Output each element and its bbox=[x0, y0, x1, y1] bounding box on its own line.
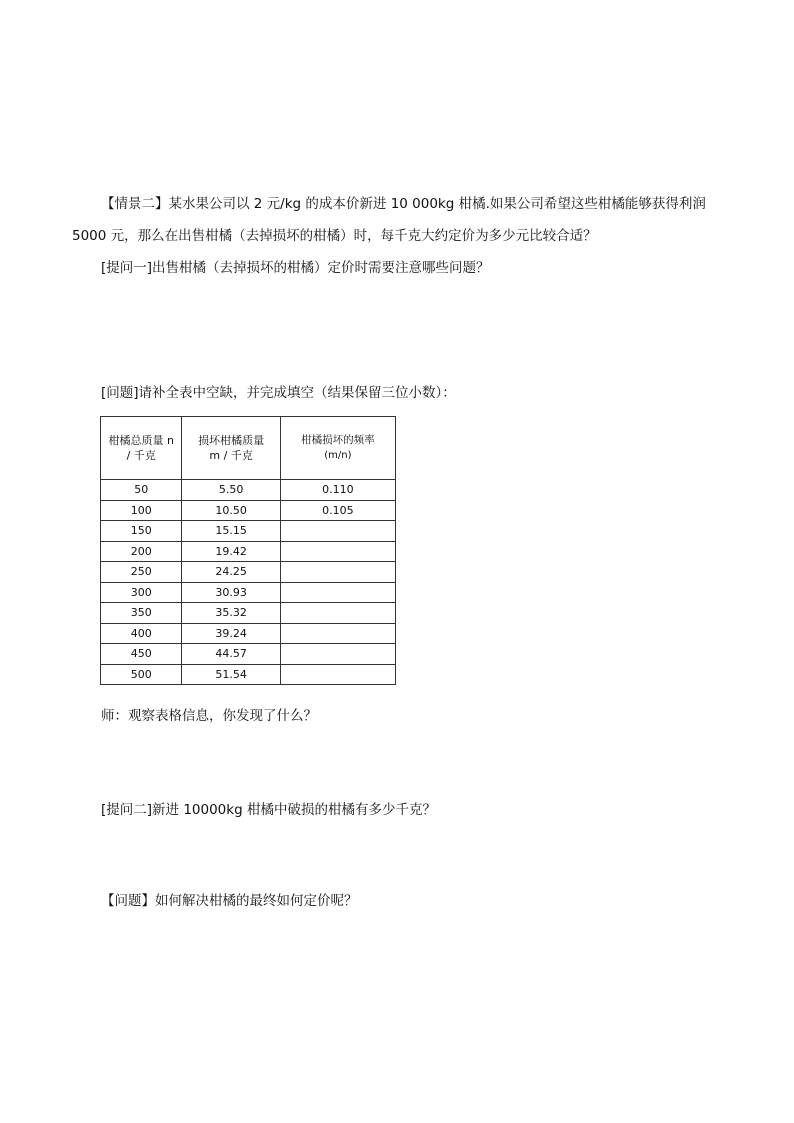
cell-total-mass: 150 bbox=[101, 521, 182, 542]
header-damaged-mass-line1: 损坏柑橘质量 bbox=[198, 434, 265, 447]
cell-frequency bbox=[280, 664, 395, 685]
header-damaged-mass bbox=[182, 417, 280, 480]
cell-total-mass: 350 bbox=[101, 603, 182, 624]
cell-frequency bbox=[280, 603, 395, 624]
cell-total-mass: 400 bbox=[101, 623, 182, 644]
table-row bbox=[101, 480, 396, 501]
final-question: 【问题】如何解决柑橘的最终如何定价呢？ bbox=[101, 893, 358, 909]
header-damage-frequency bbox=[280, 417, 395, 480]
table-row bbox=[101, 603, 396, 624]
table-row bbox=[101, 541, 396, 562]
table-row bbox=[101, 644, 396, 665]
header-total-mass bbox=[101, 417, 182, 480]
header-damage-frequency-line2: (m/n) bbox=[324, 450, 352, 461]
cell-damaged-mass: 44.57 bbox=[182, 644, 280, 665]
table-row bbox=[101, 521, 396, 542]
cell-damaged-mass: 5.50 bbox=[182, 480, 280, 501]
cell-total-mass: 300 bbox=[101, 582, 182, 603]
cell-frequency bbox=[280, 644, 395, 665]
cell-damaged-mass: 10.50 bbox=[182, 500, 280, 521]
question-two: [提问二]新进 10000kg 柑橘中破损的柑橘有多少千克？ bbox=[101, 802, 436, 818]
cell-damaged-mass: 15.15 bbox=[182, 521, 280, 542]
cell-frequency bbox=[280, 541, 395, 562]
cell-damaged-mass: 24.25 bbox=[182, 562, 280, 583]
table-row bbox=[101, 582, 396, 603]
question-one: [提问一]出售柑橘（去掉损坏的柑橘）定价时需要注意哪些问题？ bbox=[101, 260, 490, 276]
cell-frequency bbox=[280, 582, 395, 603]
table-row bbox=[101, 664, 396, 685]
table-row bbox=[101, 623, 396, 644]
cell-total-mass: 100 bbox=[101, 500, 182, 521]
table-row bbox=[101, 500, 396, 521]
header-total-mass-line1: 柑橘总质量 n bbox=[108, 434, 174, 447]
cell-frequency bbox=[280, 521, 395, 542]
cell-damaged-mass: 35.32 bbox=[182, 603, 280, 624]
header-damaged-mass-line2: m / 千克 bbox=[209, 449, 253, 462]
cell-total-mass: 450 bbox=[101, 644, 182, 665]
problem-instruction: [问题]请补全表中空缺，并完成填空（结果保留三位小数）： bbox=[101, 385, 456, 401]
cell-frequency: 0.110 bbox=[280, 480, 395, 501]
header-total-mass-line2: / 千克 bbox=[126, 449, 156, 462]
scenario-text-line1: 【情景二】某水果公司以 2 元/kg 的成本价新进 10 000kg 柑橘.如果公司希望这些柑橘能够获得利润 bbox=[101, 196, 706, 212]
cell-damaged-mass: 51.54 bbox=[182, 664, 280, 685]
cell-damaged-mass: 30.93 bbox=[182, 582, 280, 603]
cell-total-mass: 50 bbox=[101, 480, 182, 501]
cell-damaged-mass: 39.24 bbox=[182, 623, 280, 644]
cell-frequency: 0.105 bbox=[280, 500, 395, 521]
orange-damage-table bbox=[100, 416, 396, 685]
teacher-prompt: 师：观察表格信息，你发现了什么？ bbox=[101, 708, 317, 724]
cell-frequency bbox=[280, 623, 395, 644]
scenario-text-line2: 5000 元，那么在出售柑橘（去掉损坏的柑橘）时，每千克大约定价为多少元比较合适？ bbox=[72, 228, 597, 244]
table-header-row bbox=[101, 417, 396, 480]
cell-total-mass: 200 bbox=[101, 541, 182, 562]
table-row bbox=[101, 562, 396, 583]
cell-frequency bbox=[280, 562, 395, 583]
header-damage-frequency-line1: 柑橘损坏的频率 bbox=[301, 434, 375, 446]
cell-total-mass: 250 bbox=[101, 562, 182, 583]
cell-total-mass: 500 bbox=[101, 664, 182, 685]
cell-damaged-mass: 19.42 bbox=[182, 541, 280, 562]
